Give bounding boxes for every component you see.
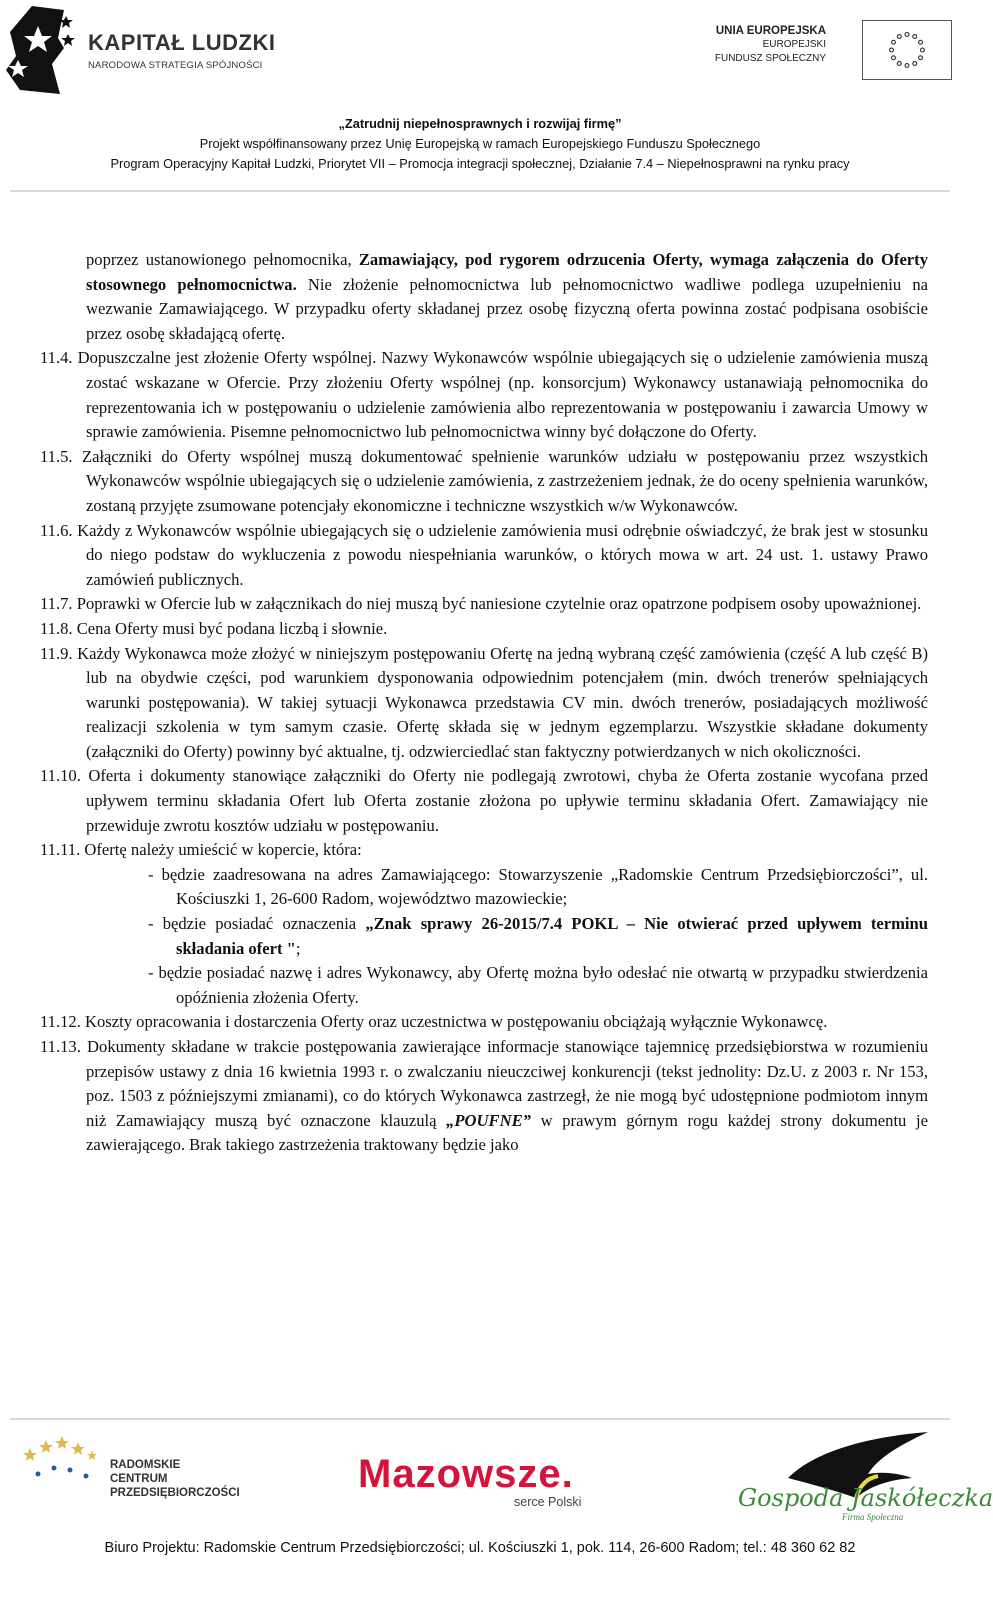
eu-flag-icon — [862, 20, 952, 80]
eu-line1: EUROPEJSKI — [762, 39, 826, 50]
rcp-line3: PRZEDSIĘBIORCZOŚCI — [110, 1487, 240, 1499]
mazowsze-logo: Mazowsze. — [358, 1452, 574, 1496]
section-11-4: 11.4. Dopuszczalne jest złożenie Oferty wspólnej. Nazwy Wykonawców wspólnie ubiegających się o udzielenie zamówienia muszą zostać wskazane w Ofercie. Przy złożeniu Oferty wspólnej (np. konsorcjum) Wykonawcy ustanawiają pełnomocnika do reprezentowania ich w postępowaniu o udzielenie zamówienia albo reprezentowania w postępowaniu i zawarcia Umowy w sprawie zamówienia. Pisemne pełnomocnictwo lub pełnomocnictwa winny być dołączone do Oferty. — [40, 348, 928, 442]
section-11-5: 11.5. Załączniki do Oferty wspólnej muszą dokumentować spełnienie warunków udziału w postępowaniu przez wszystkich Wykonawców wspólnie ubiegających się o udzielenie zamówienia, z zastrzeżeniem jednak, że do oceny spełnienia warunków, zostaną przyjęte zsumowane potencjały ekonomiczne i techniczne wszystkich w/w Wykonawców. — [40, 446, 928, 515]
section-11-7: 11.7. Poprawki w Ofercie lub w załącznikach do niej muszą być naniesione czytelnie oraz opatrzone podpisem osoby upoważnionej. — [40, 594, 922, 614]
rcp-line1: RADOMSKIE — [110, 1459, 181, 1471]
s11-13-text-a: 11.13. Dokumenty składane w trakcie postępowania zawierające informacje stanowiące tajemnicę przedsiębiorstwa w rozumieniu przepisów ustawy z dnia 16 kwietnia 1993 r. o zwalczaniu nieuczciwej konkurencji (tekst jednolity: Dz.U. z 2003 r. Nr 153, poz. 1503 z późniejszymi zmianami), co do których Wykonawca zastrzegł, że nie mogą być udostępnione podmiotom innym niż Zamawiający muszą być oznaczone klauzulą — [40, 1037, 928, 1130]
eu-line2: FUNDUSZ SPOŁECZNY — [714, 53, 826, 64]
section-11-11: 11.11. Ofertę należy umieścić w kopercie, która: — [40, 840, 362, 860]
paragraph-continuation — [40, 248, 928, 346]
d2-text-c: ; — [295, 938, 301, 958]
p0-text-c: Nie złożenie pełnomocnictwa lub pełnomocnictwo wadliwe podlega uzupełnieniu na wezwanie Zamawiającego. W przypadku oferty składanej przez osobę fizyczną oferta powinna zostać podpisana osobiście przez osobę składającą ofertę. — [86, 274, 928, 343]
project-header — [0, 114, 960, 174]
kapital-ludzki-title: KAPITAŁ LUDZKI — [88, 30, 276, 55]
section-11-8: 11.8. Cena Oferty musi być podana liczbą i słownie. — [40, 618, 388, 638]
section-11-10: 11.10. Oferta i dokumenty stanowiące załączniki do Oferty nie podlegają zwrotowi, chyba że Oferta zostanie wycofana przed upływem terminu składania Ofert lub Oferta zostanie złożona po upływie terminu składania Ofert. Zamawiający nie przewiduje zwrotu kosztów udziału w postępowaniu. — [40, 766, 928, 835]
footer-address: Biuro Projektu: Radomskie Centrum Przedsiębiorczości; ul. Kościuszki 1, pok. 114, 26-600 Radom; tel.: 48 360 62 82 — [104, 1540, 856, 1556]
s11-13-text-c: w prawym górnym rogu każdej strony dokumentu je zawierającego. Brak takiego zastrzeżenia traktowany będzie jako — [86, 1110, 928, 1155]
s11-13-text-bold: „POUFNE” — [446, 1110, 531, 1130]
eu-title: UNIA EUROPEJSKA — [715, 25, 826, 37]
mazowsze-tagline: serce Polski — [514, 1495, 582, 1509]
list-item-marking — [40, 912, 928, 961]
section-11-6: 11.6. Każdy z Wykonawców wspólnie ubiegających się o udzielenie zamówienia musi odrębnie oświadczyć, że brak jest w stosunku do niego podstaw do wykluczenia z powodu niespełniania warunków, o których mowa w art. 24 ust. 1. ustawy Prawo zamówień publicznych. — [40, 520, 928, 589]
gospoda-jaskoleczka-text: Gospoda Jaskółeczka — [738, 1484, 993, 1512]
list-item-address: - będzie zaadresowana na adres Zamawiającego: Stowarzyszenie „Radomskie Centrum Przedsiębiorczości”, ul. Kościuszki 1, 26-600 Radom, województwo mazowieckie; — [148, 864, 928, 909]
p0-text-bold: Zamawiający, pod rygorem odrzucenia Oferty, wymaga załączenia do Oferty stosownego pełnomocnictwa. — [86, 250, 928, 294]
header-divider — [10, 190, 950, 192]
project-programme: Program Operacyjny Kapitał Ludzki, Priorytet VII – Promocja integracji społecznej, Działanie 7.4 – Niepełnosprawni na rynku pracy — [110, 156, 850, 171]
kapital-ludzki-subtitle: NARODOWA STRATEGIA SPÓJNOŚCI — [88, 60, 263, 71]
footer-divider — [10, 1418, 950, 1420]
section-11-9: 11.9. Każdy Wykonawca może złożyć w niniejszym postępowaniu Ofertę na jedną wybraną część zamówienia (część A lub część B) lub na obydwie części, pod warunkiem dysponowania odpowiednim potencjałem (min. dwóch trenerów spełniających warunki postępowania). W takiej sytuacji Wykonawca przedstawia CV min. dwóch trenerów, posiadających możliwość realizacji szkolenia w tym samym czasie. Ofertę składa się w jednym egzemplarzu. Wszystkie składane dokumenty (załączniki do Oferty) powinny być aktualne, tj. odzwierciedlać stan faktyczny potwierdzanych w nich okoliczności. — [40, 643, 928, 761]
section-11-13 — [40, 1035, 928, 1158]
project-title: „Zatrudnij niepełnosprawnych i rozwijaj firmę” — [338, 116, 622, 131]
section-11-12: 11.12. Koszty opracowania i dostarczenia Oferty oraz uczestnictwa w postępowaniu obciążają wyłącznie Wykonawcę. — [40, 1012, 828, 1032]
project-cofinancing: Projekt współfinansowany przez Unię Europejską w ramach Europejskiego Funduszu Społecznego — [199, 136, 761, 151]
radomskie-centrum-text — [110, 1458, 240, 1500]
document-body — [40, 248, 928, 1158]
eu-logo-text — [715, 24, 826, 66]
d2-text-a: - będzie posiadać oznaczenia — [148, 914, 366, 934]
rcp-line2: CENTRUM — [110, 1473, 168, 1485]
list-item-return-address: - będzie posiadać nazwę i adres Wykonawcy, aby Ofertę można było odesłać nie otwartą w przypadku stwierdzenia opóźnienia złożenia Oferty. — [148, 963, 928, 1007]
d2-text-bold: „Znak sprawy 26-2015/7.4 POKL – Nie otwierać przed upływem terminu składania ofert " — [176, 914, 928, 958]
p0-text-a: poprzez ustanowionego pełnomocnika, — [86, 250, 359, 269]
gospoda-subtitle: Firma Społeczna — [842, 1512, 904, 1522]
